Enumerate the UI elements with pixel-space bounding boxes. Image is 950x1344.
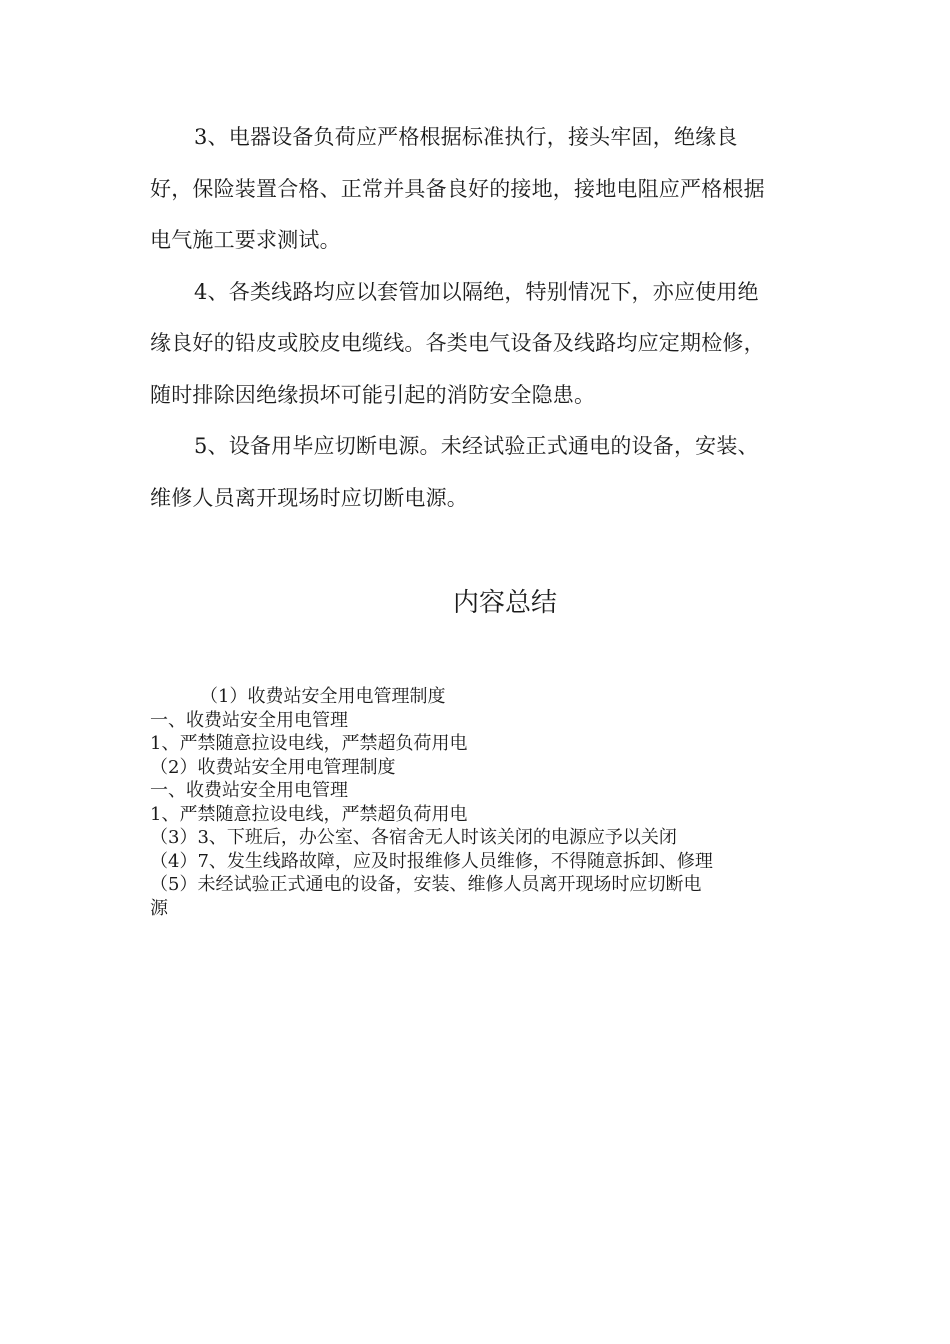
text-line: 5、设备用毕应切断电源。未经试验正式通电的设备，安装、 xyxy=(194,434,759,458)
text-line: 3、电器设备负荷应严格根据标准执行，接头牢固，绝缘良 xyxy=(194,125,738,149)
text-line: 维修人员离开现场时应切断电源。 xyxy=(150,485,468,510)
summary-line: 一、收费站安全用电管理 xyxy=(150,780,348,801)
summary-line: （5）未经试验正式通电的设备，安装、维修人员离开现场时应切断电 xyxy=(150,874,702,895)
summary-line: （4）7、发生线路故障，应及时报维修人员维修，不得随意拆卸、修理 xyxy=(150,850,713,872)
text-line: 4、各类线路均应以套管加以隔绝，特别情况下，亦应使用绝 xyxy=(194,279,759,304)
body-text xyxy=(150,112,810,524)
summary-line: （2）收费站安全用电管理制度 xyxy=(150,756,396,778)
paragraph-5 xyxy=(150,421,810,524)
summary-line: 1、严禁随意拉设电线，严禁超负荷用电 xyxy=(150,733,468,754)
summary-line: 一、收费站安全用电管理 xyxy=(150,709,348,731)
paragraph-4 xyxy=(150,267,810,422)
text-line: 随时排除因绝缘损坏可能引起的消防安全隐患。 xyxy=(150,382,596,407)
text-line: 好，保险装置合格、正常并具备良好的接地，接地电阻应严格根据 xyxy=(150,176,765,201)
summary-section xyxy=(150,685,810,920)
summary-line: 源 xyxy=(150,897,168,919)
paragraph-3 xyxy=(150,112,810,267)
summary-title: 内容总结 xyxy=(452,588,557,618)
summary-line: （3）3、下班后，办公室、各宿舍无人时该关闭的电源应予以关闭 xyxy=(150,827,677,848)
summary-line: （1）收费站安全用电管理制度 xyxy=(200,686,446,707)
summary-line: 1、严禁随意拉设电线，严禁超负荷用电 xyxy=(150,803,468,825)
text-line: 电气施工要求测试。 xyxy=(150,228,341,252)
text-line: 缘良好的铅皮或胶皮电缆线。各类电气设备及线路均应定期检修， xyxy=(150,331,765,355)
